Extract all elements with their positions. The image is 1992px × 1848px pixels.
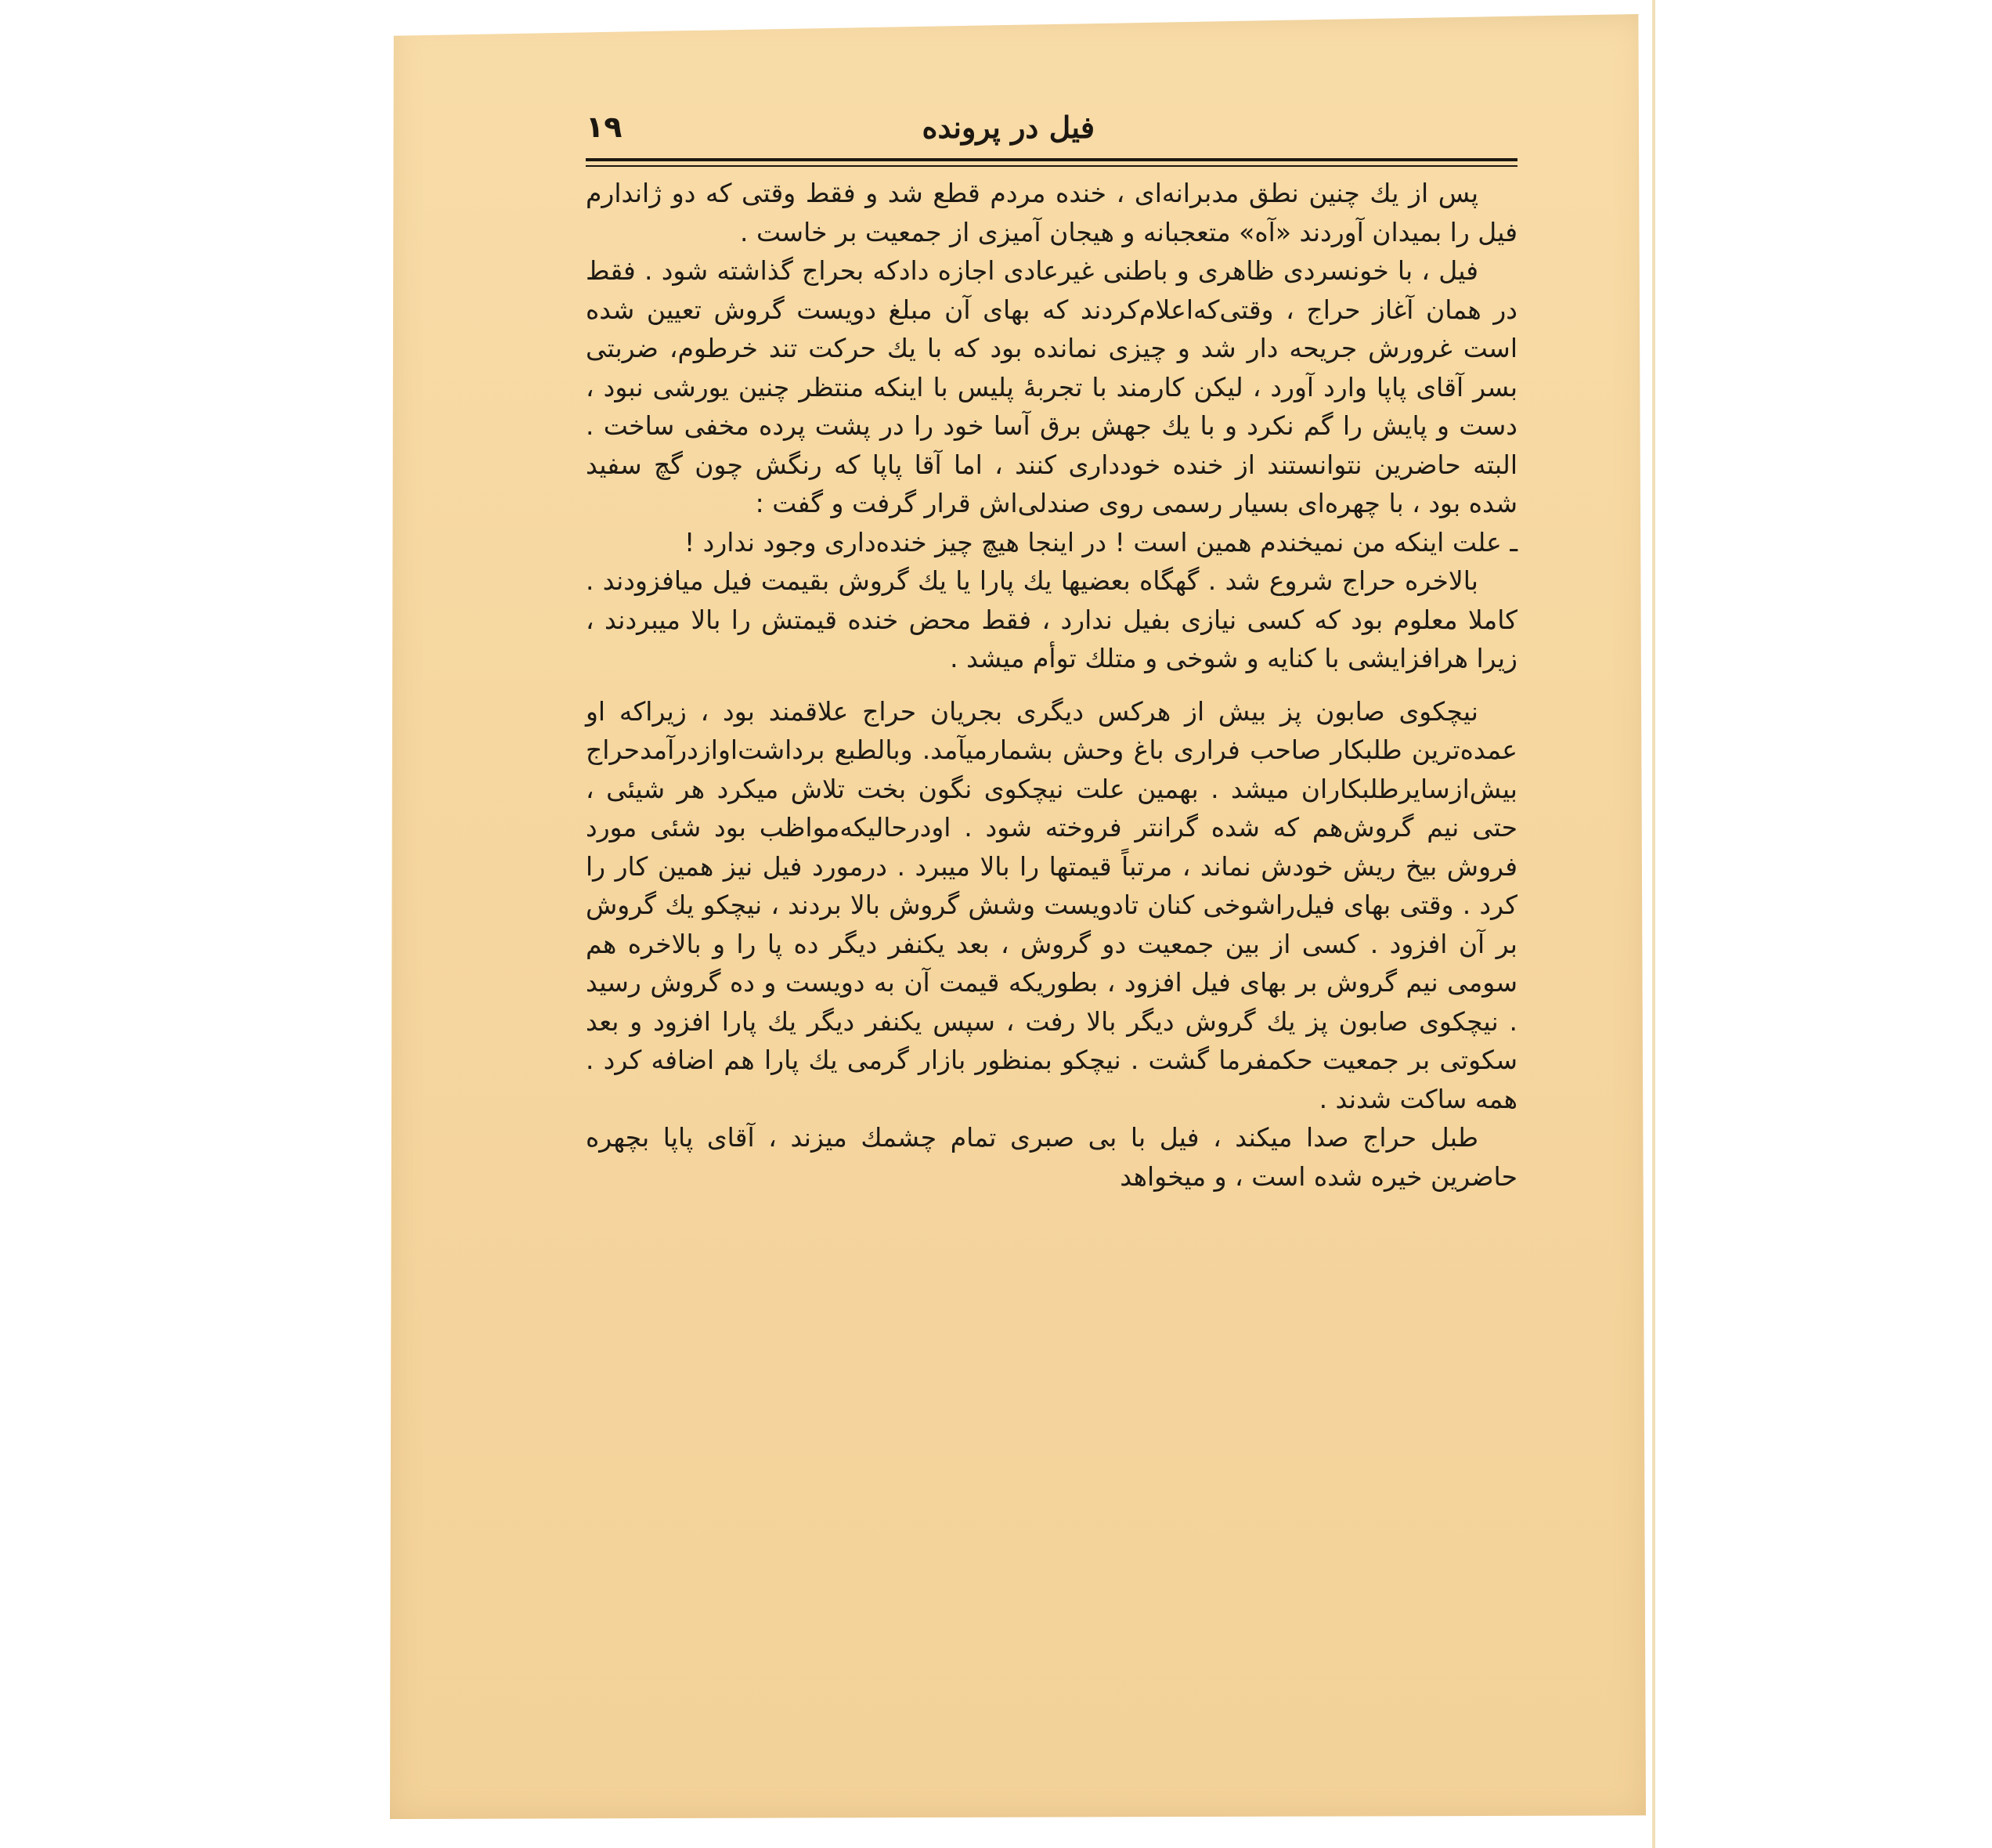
page-number: ۱۹ (586, 110, 622, 144)
running-title: فیل در پرونده (922, 110, 1095, 145)
paragraph-gap (586, 678, 1517, 692)
paragraph-3-dialogue: ـ علت اینکه من نمیخندم همین است ! در اینجا هیچ چیز خنده‌داری وجود ندارد ! (684, 526, 1517, 558)
paragraph-4: بالاخره حراج شروع شد . گهگاه بعضیها یك پارا یا یك گروش بقیمت فیل میافزودند . کاملا معلوم بود که کسی نیازی بفیل ندارد ، فقط محض خنده قیمتش را بالا میبردند ، زیرا هرافزایشی با کنایه و شوخی و متلك توأم میشد . (586, 565, 1517, 673)
page-header (586, 110, 1517, 164)
paragraph-2: فیل ، با خونسردی ظاهری و باطنی غیرعادی اجازه دادکه بحراج گذاشته شود . فقط در همان آغاز حراج ، وقتی‌که‌اعلام‌کردند که بهای آن مبلغ دویست گروش تعیین شده است غرورش جریحه دار شد و چیزی نمانده بود که با یك حرکت تند خرطوم، ضربتی بسر آقای پاپا وارد آورد ، لیکن کارمند با تجربهٔ پلیس با اینکه منتظر چنین یورشی نبود ، دست و پایش را گم نکرد و با یك جهش برق آسا خود را در پشت پرده مخفی ساخت . البته حاضرین نتوانستند از خنده خودداری کنند ، اما آقا پاپا که رنگش چون گچ سفید شده بود ، با چهره‌ای بسیار رسمی روی صندلی‌اش قرار گرفت و گفت : (586, 255, 1517, 518)
page-edge (1652, 0, 1655, 1848)
body-text (586, 174, 1517, 1196)
header-rule-thick (586, 158, 1517, 161)
header-rule-thin (586, 165, 1517, 167)
paragraph-6: طبل حراج صدا میکند ، فیل با بی صبری تمام چشمك میزند ، آقای پاپا بچهره حاضرین خیره شده است ، و میخواهد (586, 1122, 1517, 1192)
paragraph-1: پس از یك چنین نطق مدبرانه‌ای ، خنده مردم قطع شد و فقط وقتی که دو ژاندارم فیل را بمیدان آوردند «آه» متعجبانه و هیجان آمیزی از جمعیت بر خاست . (586, 178, 1517, 247)
paragraph-5: نیچکوی صابون پز بیش از هرکس دیگری بجریان حراج علاقمند بود ، زیراکه او عمده‌ترین طلبکار صاحب فراری باغ وحش بشمارمیآمد. وبالطبع برداشت‌اوازدرآمدحراج بیش‌ازسایرطلبکاران میشد . بهمین علت نیچکوی نگون بخت تلاش میکرد هر شیئی ، حتی نیم گروش‌هم که شده گرانتر فروخته شود . اودرحالیکه‌مواظب بود شئی مورد فروش بیخ ریش خودش نماند ، مرتباً قیمتها را بالا میبرد . درمورد فیل نیز همین کار را کرد . وقتی بهای فیل‌راشوخی کنان تادویست وشش گروش بالا بردند ، نیچکو یك گروش بر آن افزود . کسی از بین جمعیت دو گروش ، بعد یکنفر دیگر ده پا را و بالاخره هم سومی نیم گروش بر بهای فیل افزود ، بطوریکه قیمت آن به دویست و ده گروش رسید . نیچکوی صابون پز یك گروش دیگر بالا رفت ، سپس یکنفر دیگر یك پارا افزود و بعد سکوتی بر جمعیت حکمفرما گشت . نیچکو بمنظور بازار گرمی یك پارا هم اضافه کرد . همه ساکت شدند . (586, 695, 1517, 1114)
